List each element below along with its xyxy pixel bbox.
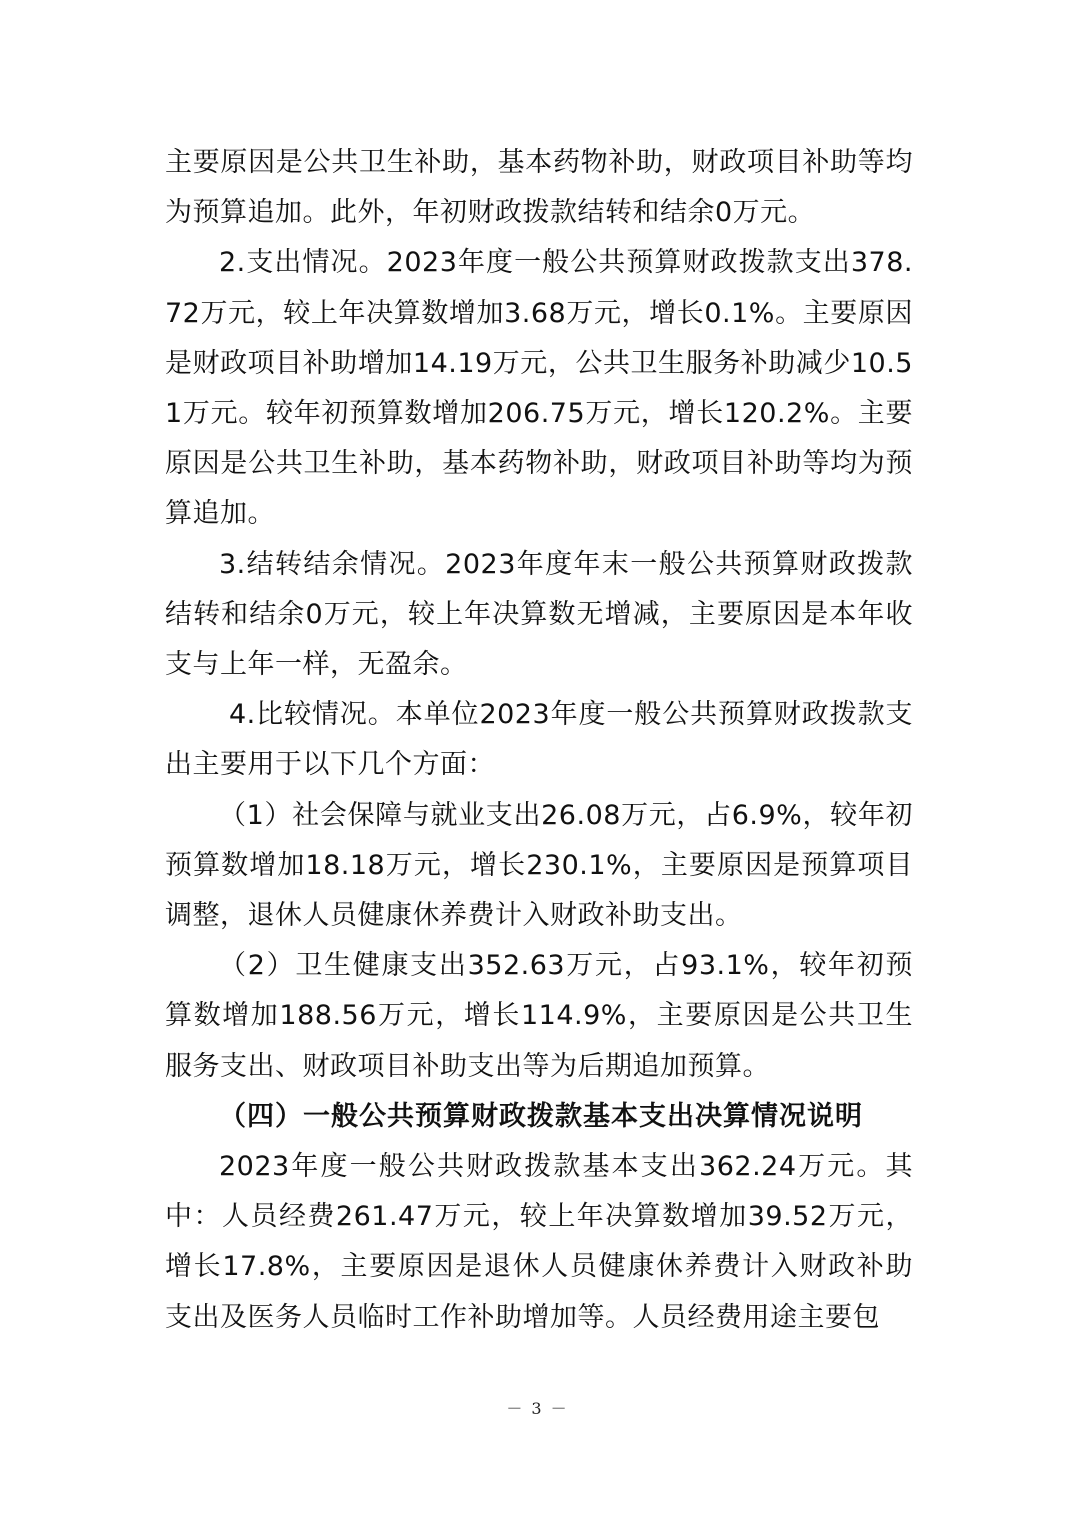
section-heading: （四）一般公共预算财政拨款基本支出决算情况说明 (219, 1100, 863, 1132)
page-number: － 3 － (506, 1399, 569, 1418)
paragraph-expenditure: 2.支出情况。2023年度一般公共预算财政拨款支出378.72万元，较上年决算数增加3.68万元，增长0.1%。主要原因是财政项目补助增加14.19万元，公共卫生服务补助减少10.51万元。较年初预算数增加206.75万元，增长120.2%。主要原因是公共卫生补助，基本药物补助，财政项目补助等均为预算追加。 (165, 247, 913, 530)
paragraph-social-security: （1）社会保障与就业支出26.08万元，占6.9%，较年初预算数增加18.18万元，增长230.1%，主要原因是预算项目调整，退休人员健康休养费计入财政补助支出。 (165, 799, 913, 932)
paragraph-carryover: 3.结转结余情况。2023年度年末一般公共预算财政拨款结转和结余0万元，较上年决算数无增减，主要原因是本年收支与上年一样，无盈余。 (165, 548, 913, 681)
paragraph-comparison: 4.比较情况。本单位2023年度一般公共预算财政拨款支出主要用于以下几个方面： (165, 699, 913, 781)
paragraph-basic-expenditure: 2023年度一般公共财政拨款基本支出362.24万元。其中：人员经费261.47万元，较上年决算数增加39.52万元，增长17.8%，主要原因是退休人员健康休养费计入财政补助支出及医务人员临时工作补助增加等。人员经费用途主要包 (165, 1151, 913, 1333)
paragraph-health: （2）卫生健康支出352.63万元，占93.1%，较年初预算数增加188.56万元，增长114.9%，主要原因是公共卫生服务支出、财政项目补助支出等为后期追加预算。 (165, 950, 913, 1082)
document-body (165, 138, 913, 1343)
paragraph-budget-reason: 主要原因是公共卫生补助，基本药物补助，财政项目补助等均为预算追加。此外，年初财政拨款结转和结余0万元。 (165, 147, 913, 229)
